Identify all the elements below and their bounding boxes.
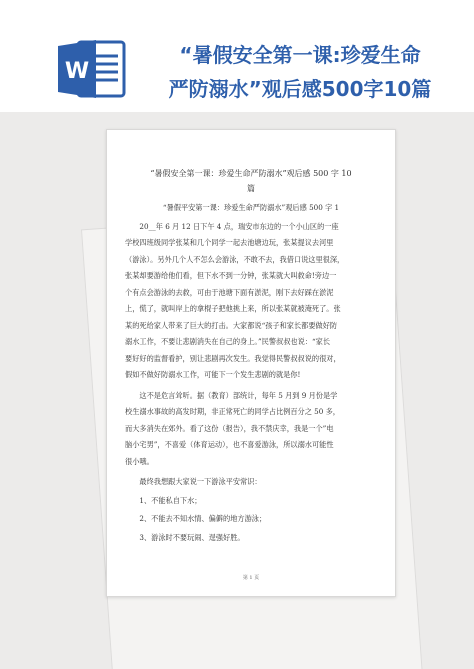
document-title-line-2: 篇 — [247, 184, 255, 193]
paragraph-line: 某的死给家人带来了巨大的打击。大家都说“孩子和家长都要做好防 — [125, 320, 338, 330]
paragraph-line: 校生溺水事故的高发时期，非正常死亡的同学占比例百分之 50 多， — [125, 407, 340, 416]
word-document-icon — [56, 38, 126, 100]
paragraph-line: 假如不做好防溺水工作，可能下一个发生悲剧的就是你! — [125, 370, 301, 379]
paragraph-line: 脑小宅男”，不喜爱（体育运动），也不喜爱游泳，所以溺水可能性 — [125, 440, 334, 449]
paragraph-line: 个有点会游泳的去救，可由于池塘下面有淤泥，刚下去好踩在淤泥 — [125, 287, 334, 297]
paragraph-line: 学校四班级同学张某和几个同学一起去池塘边玩，张某提议去河里 — [125, 238, 334, 247]
paragraph-1 — [125, 219, 377, 384]
list-item: 1、不能私自下水； — [139, 495, 202, 505]
paragraph-2 — [125, 388, 377, 471]
list-item: 2、不能去不知水情、偏僻的地方游泳； — [139, 514, 267, 523]
paragraph-line: 很小哦。 — [125, 456, 154, 466]
page-title-line-2: 严防溺水”观后感500字10篇 — [168, 77, 432, 101]
header-banner — [0, 0, 474, 120]
word-logo-letter: W — [64, 59, 90, 84]
document-title-line-1: “暑假安全第一课：珍爱生命严防溺水”观后感 500 字 10 — [150, 169, 352, 178]
page-number: 第 1 页 — [242, 574, 260, 581]
document-title — [125, 166, 377, 196]
paragraph-line: 上，慌了，就叫岸上的拿棍子把他挑上来，所以张某就被淹死了。张 — [125, 304, 341, 313]
document-page — [106, 129, 396, 597]
section-heading: “暑假平安第一课：珍爱生命严防溺水”观后感 500 字 1 — [162, 203, 340, 212]
list-item: 3、游泳时不要玩闹、逞强好胜。 — [139, 532, 245, 542]
paragraph-line: 张某却要游给他们看，但下水不到一分钟，张某就大叫救命!旁边一 — [125, 271, 337, 280]
page-title — [150, 38, 450, 106]
paragraph-line: （游泳）。另外几个人不怎么会游泳，不敢不去，我借口说这里很深， — [125, 254, 345, 264]
paragraph-line: 这不是危言耸听。据（教育）部统计，每年 5 月到 9 月份是学 — [139, 390, 338, 400]
page-title-line-1: “暑假安全第一课:珍爱生命 — [179, 43, 421, 67]
list-intro: 最终我想跟大家说一下游泳平安常识： — [139, 477, 262, 486]
paragraph-line: 溺水工作，不要让悲剧消失在自己的身上。”民警叔叔也说：“家长 — [125, 337, 331, 346]
paragraph-line: 20__年 6 月 12 日下午 4 点，瑞安市东边的一个小山区的一座 — [139, 221, 339, 231]
paragraph-line: 而大多消失在郊外。看了这份（报告），我不禁庆幸，我是一个”电 — [125, 423, 334, 433]
paragraph-line: 要好好的监督看护，别让悲剧再次发生。我觉得民警叔叔说的很对， — [125, 353, 341, 363]
